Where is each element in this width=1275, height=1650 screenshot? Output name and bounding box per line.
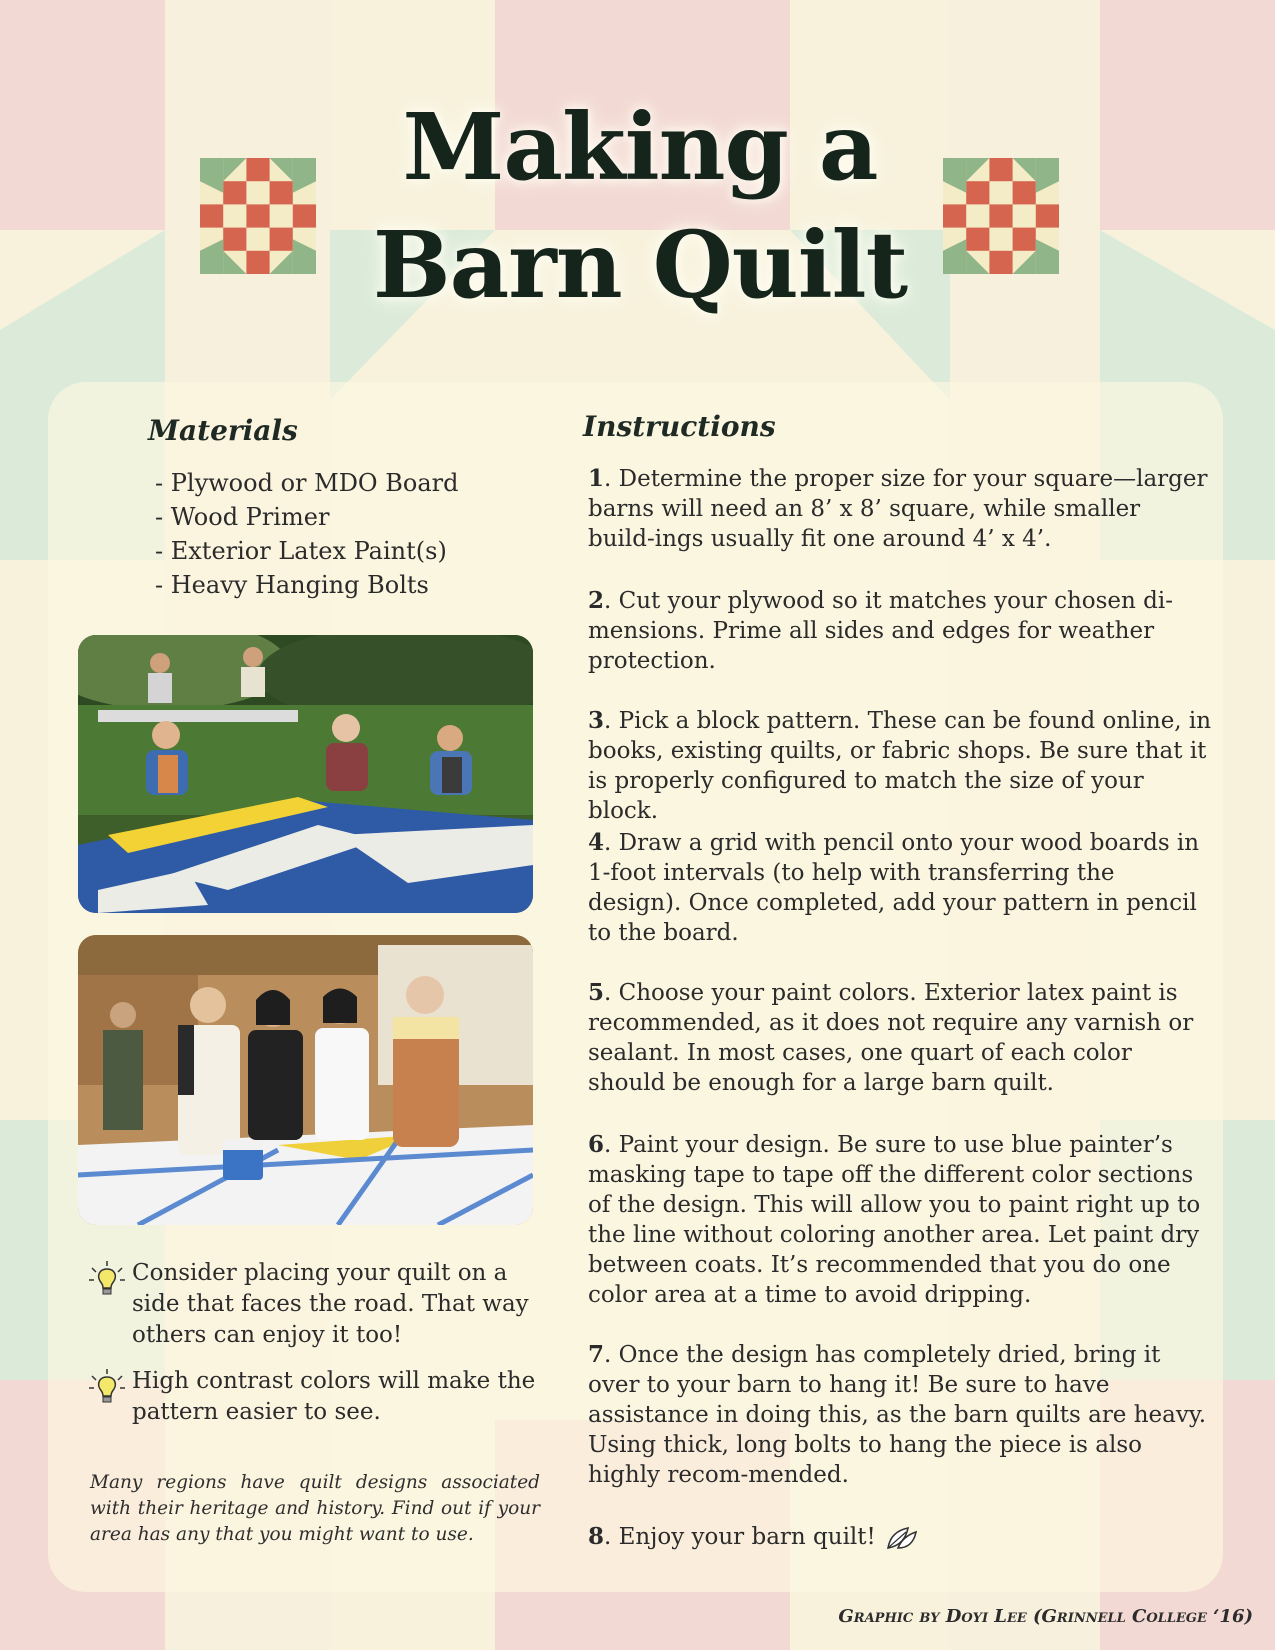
- heritage-note: Many regions have quilt designs associated with their heritage and history. Find out if your area has any that you might want to use.: [90, 1472, 540, 1545]
- instructions-heading: Instructions: [583, 410, 776, 443]
- graphic-credit: Graphic by Doyi Lee (Grinnell College ‘16): [838, 1606, 1253, 1627]
- instruction-step: 7. Once the design has completely dried, bring it over to your barn to hang it! Be sure to have assistance in doing this, as the barn quilts are heavy. Using thick, long bolts to hang the piece is also highly recom-mended.: [588, 1341, 1207, 1488]
- tip-2: [88, 1366, 548, 1428]
- leaf-icon: [886, 1526, 918, 1550]
- lightbulb-icon: [88, 1260, 126, 1298]
- quilt-block-icon: [200, 158, 316, 274]
- materials-heading: Materials: [148, 414, 298, 447]
- instruction-step: 4. Draw a grid with pencil onto your wood boards in 1-foot intervals (to help with transferring the design). Once completed, add your pattern in pencil to the board.: [588, 829, 1200, 946]
- instruction-step: 1. Determine the proper size for your square—larger barns will need an 8’ x 8’ square, while smaller build-ings usually fit one around 4’ x 4’.: [588, 465, 1208, 552]
- materials-item: - Heavy Hanging Bolts: [155, 571, 429, 599]
- photo-indoor-painting: [78, 935, 533, 1225]
- lightbulb-icon: [88, 1368, 126, 1406]
- instruction-step: 2. Cut your plywood so it matches your chosen di-mensions. Prime all sides and edges for weather protection.: [588, 587, 1173, 674]
- title-line-1: Making a: [402, 93, 878, 201]
- page-title: [330, 88, 950, 324]
- quilt-block-icon: [943, 158, 1059, 274]
- photo-outdoor-painting: [78, 635, 533, 913]
- materials-item: - Plywood or MDO Board: [155, 469, 459, 497]
- tip-1: [88, 1258, 548, 1351]
- materials-item: - Exterior Latex Paint(s): [155, 537, 447, 565]
- materials-list: [155, 466, 458, 602]
- instruction-step: 6. Paint your design. Be sure to use blue painter’s masking tape to tape off the different color sections of the design. This will allow you to paint right up to the line without coloring another area. Let paint dry between coats. It’s recommended that you do one color area at a time to avoid dripping.: [588, 1131, 1201, 1308]
- tip-text: Consider placing your quilt on a side that faces the road. That way others can enjoy it too!: [132, 1260, 529, 1348]
- tip-text: High contrast colors will make the pattern easier to see.: [132, 1368, 536, 1425]
- instruction-step: 3. Pick a block pattern. These can be found online, in books, existing quilts, or fabric shops. Be sure that it is properly configured to match the size of your block.: [588, 707, 1212, 824]
- title-line-2: Barn Quilt: [372, 211, 908, 319]
- instruction-step: 5. Choose your paint colors. Exterior latex paint is recommended, as it does not require any varnish or sealant. In most cases, one quart of each color should be enough for a large barn quilt.: [588, 979, 1194, 1096]
- materials-item: - Wood Primer: [155, 503, 330, 531]
- instruction-step: 8. Enjoy your barn quilt!: [588, 1522, 1213, 1552]
